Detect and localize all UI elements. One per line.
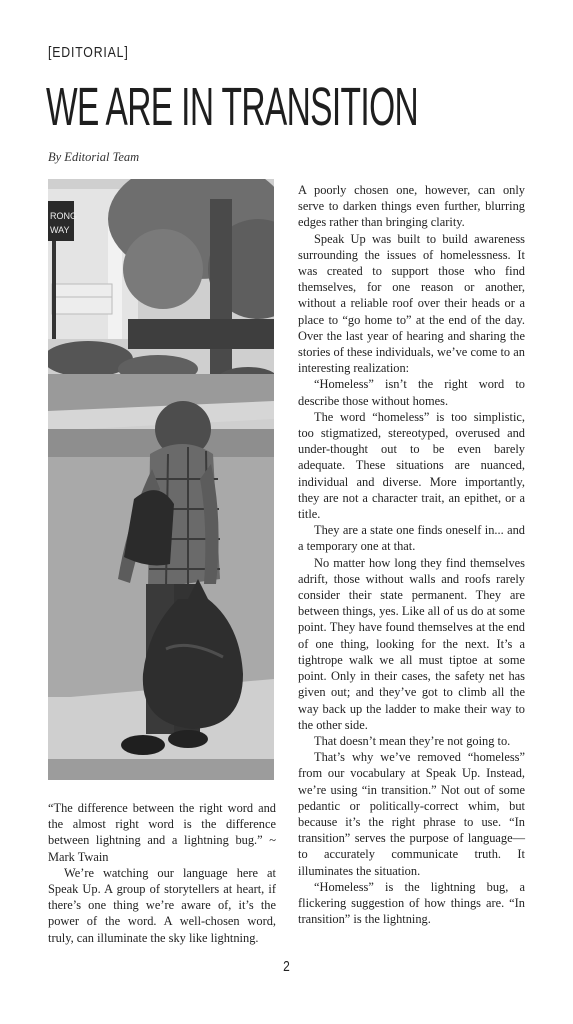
article-photo: [48, 179, 274, 780]
paragraph: That’s why we’ve removed “homeless” from our vocabulary at Speak Up. Instead, we’re using “in transition.” Not out of some pedantic or politically-correct whim, but because it’s the right phrase to use. “In transition” serves the purpose of language—to accurately communicate truth. It illuminates the situation.: [298, 750, 525, 878]
epigraph-quote: “The difference between the right word and the almost right word is the difference between lightning and a lightning bug.” ~ Mark Twain: [48, 801, 276, 864]
paragraph: They are a state one finds oneself in... and a temporary one at that.: [298, 523, 525, 554]
paragraph: We’re watching our language here at Speak Up. A group of storytellers at heart, if there’s one thing we’re aware of, it’s the power of the word. A well-chosen word, truly, can illuminate the sky like lightning.: [48, 865, 276, 945]
sign-text-2: WAY: [50, 225, 70, 235]
page-number: 2: [283, 958, 290, 975]
left-text-column: [48, 800, 276, 946]
byline: By Editorial Team: [48, 150, 140, 164]
paragraph: That doesn’t mean they’re not going to.: [314, 733, 511, 748]
right-text-column: [298, 182, 525, 927]
paragraph: “Homeless” is the lightning bug, a flickering suggestion of how things are. “In transition” is the lightning.: [298, 879, 525, 927]
paragraph: No matter how long they find themselves adrift, those without walls and roofs rarely consider their state permanent. They are between things, yes. Like all of us do at some point. They have found themselves at the end of one thing, looking for the next. It’s a tightrope walk we all must tiptoe at some point. Only in their cases, the safety net has given out; and they’ve got to climb all the way back up the ladder to make their way to the other side.: [298, 555, 525, 732]
section-kicker: [EDITORIAL]: [48, 44, 129, 61]
paragraph: “Homeless” isn’t the right word to describe those without homes.: [298, 377, 525, 408]
paragraph: Speak Up was built to build awareness surrounding the issues of homelessness. It was created to support those who find themselves, for one reason or another, without a reliable roof over their heads or a place to “go home to” at the end of the day. Over the last year of hearing and sharing the stories of these individuals, we’ve come to an interesting realization:: [298, 231, 525, 376]
paragraph: The word “homeless” is too simplistic, too stigmatized, stereotyped, overused and under-thought out to be even barely adequate. These situations are nuanced, individual and diverse. More importantly, they are not a character trait, an epithet, or a title.: [298, 409, 525, 522]
paragraph: A poorly chosen one, however, can only serve to darken things even further, blurring edges rather than bringing clarity.: [298, 183, 525, 230]
sign-text-1: RONG: [50, 211, 77, 221]
article-title: WE ARE IN TRANSITION: [46, 77, 419, 137]
